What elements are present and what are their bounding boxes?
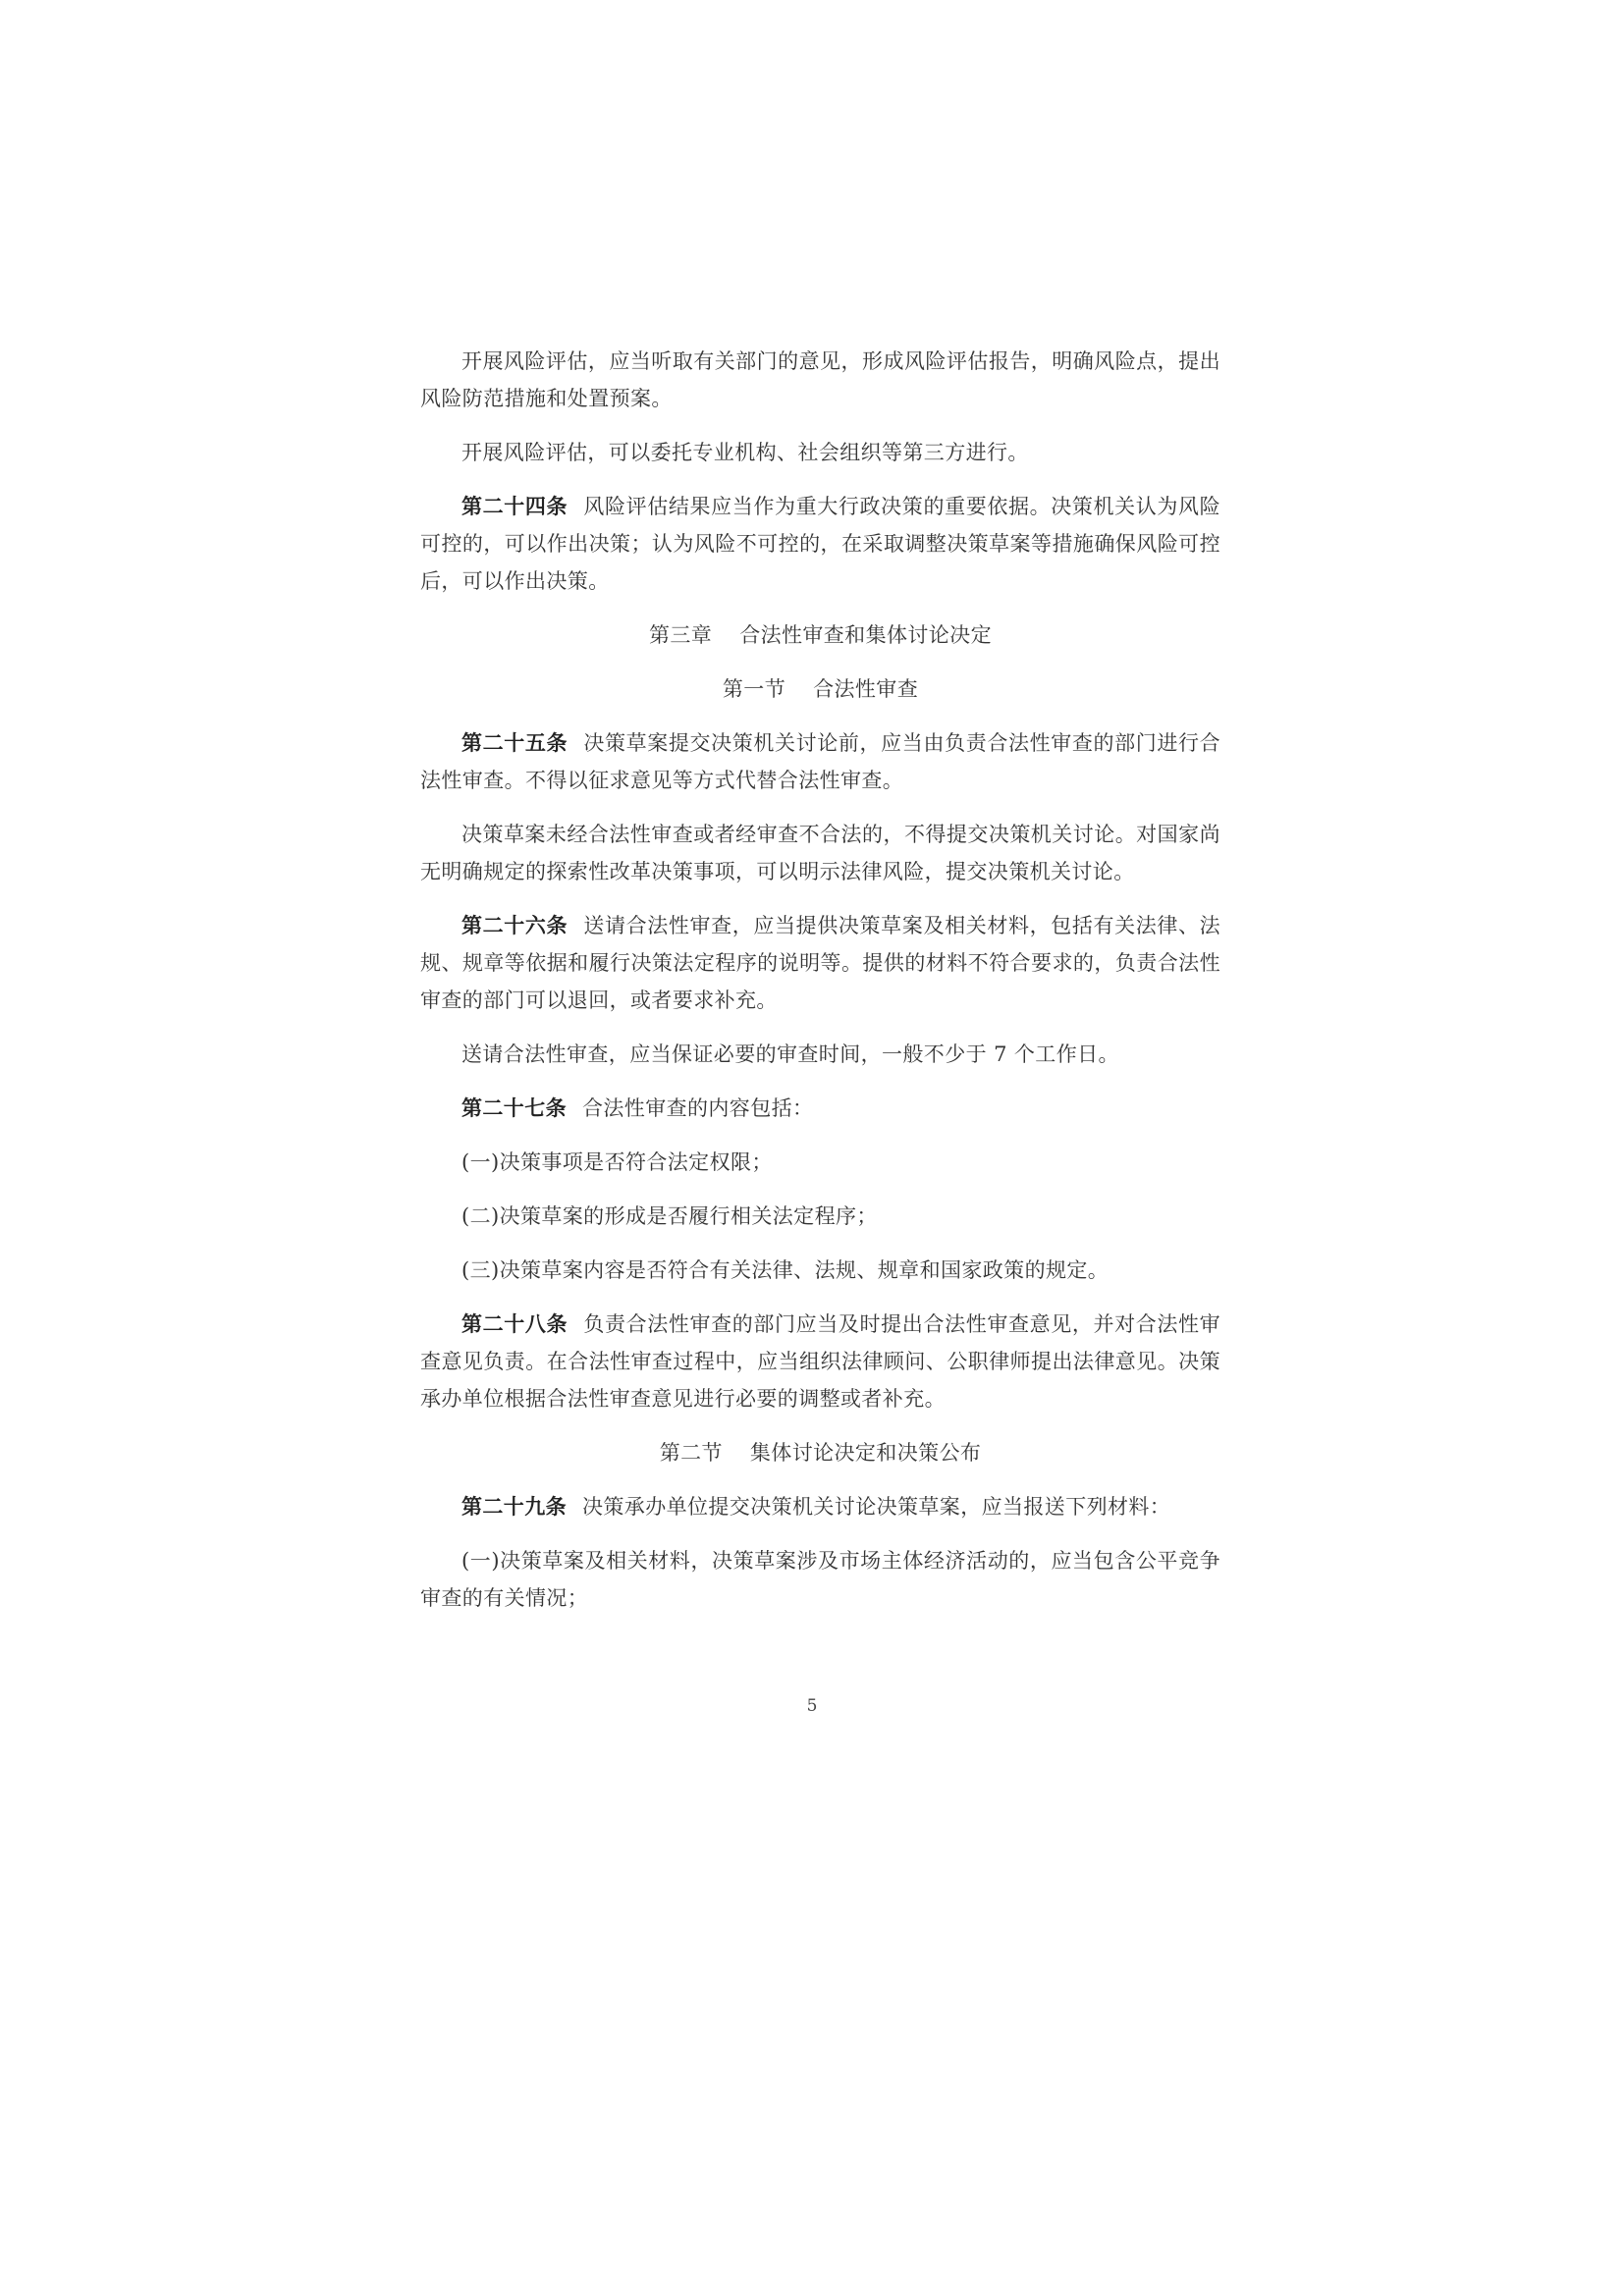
article-number: 第二十八条	[461, 1311, 568, 1336]
article-number: 第二十五条	[461, 730, 568, 755]
paragraph: 送请合法性审查，应当保证必要的审查时间，一般不少于 7 个工作日。	[461, 1042, 1119, 1066]
section-title: 集体讨论决定和决策公布	[749, 1441, 982, 1465]
article-text: 决策草案提交决策机关讨论前，应当由负责合法性审查的部门进行合法性审查。不得以征求意见等方式代替合法性审查。	[420, 731, 1221, 792]
article-text: 风险评估结果应当作为重大行政决策的重要依据。决策机关认为风险可控的，可以作出决策；认为风险不可控的，在采取调整决策草案等措施确保风险可控后，可以作出决策。	[420, 495, 1221, 593]
article-paragraph	[420, 724, 1220, 799]
page-number: 5	[806, 1696, 818, 1716]
section-label: 第一节	[722, 677, 786, 701]
article-number: 第二十四条	[461, 494, 568, 518]
paragraph: 开展风险评估，可以委托专业机构、社会组织等第三方进行。	[461, 441, 1029, 464]
chapter-label: 第三章	[648, 623, 713, 647]
list-item: (一)决策草案及相关材料，决策草案涉及市场主体经济活动的，应当包含公平竞争审查的有关情况；	[420, 1549, 1220, 1610]
article-paragraph	[420, 1306, 1220, 1417]
article-number: 第二十七条	[461, 1095, 567, 1120]
list-item: (一)决策事项是否符合法定权限；	[461, 1150, 773, 1174]
chapter-title: 合法性审查和集体讨论决定	[739, 623, 992, 647]
article-text: 送请合法性审查，应当提供决策草案及相关材料，包括有关法律、法规、规章等依据和履行决策法定程序的说明等。提供的材料不符合要求的，负责合法性审查的部门可以退回，或者要求补充。	[420, 914, 1221, 1012]
article-text: 合法性审查的内容包括：	[582, 1096, 814, 1120]
list-item: (二)决策草案的形成是否履行相关法定程序；	[461, 1204, 878, 1228]
section-heading	[420, 670, 1220, 708]
section-heading	[420, 1434, 1220, 1471]
paragraph: 决策草案未经合法性审查或者经审查不合法的，不得提交决策机关讨论。对国家尚无明确规定的探索性改革决策事项，可以明示法律风险，提交决策机关讨论。	[420, 823, 1220, 883]
article-number: 第二十九条	[461, 1494, 567, 1519]
article-paragraph	[420, 1488, 1220, 1525]
section-label: 第二节	[659, 1441, 723, 1465]
article-text: 负责合法性审查的部门应当及时提出合法性审查意见，并对合法性审查意见负责。在合法性审查过程中，应当组织法律顾问、公职律师提出法律意见。决策承办单位根据合法性审查意见进行必要的调整或者补充。	[420, 1312, 1221, 1411]
article-number: 第二十六条	[461, 913, 568, 937]
article-paragraph	[420, 907, 1220, 1019]
article-text: 决策承办单位提交决策机关讨论决策草案，应当报送下列材料：	[582, 1495, 1171, 1519]
section-title: 合法性审查	[813, 677, 919, 701]
article-paragraph	[420, 1090, 1220, 1127]
chapter-heading	[420, 616, 1220, 654]
article-paragraph	[420, 488, 1220, 600]
list-item: (三)决策草案内容是否符合有关法律、法规、规章和国家政策的规定。	[461, 1258, 1110, 1282]
document-body	[420, 343, 1220, 1633]
paragraph: 开展风险评估，应当听取有关部门的意见，形成风险评估报告，明确风险点，提出风险防范措施和处置预案。	[420, 349, 1220, 410]
